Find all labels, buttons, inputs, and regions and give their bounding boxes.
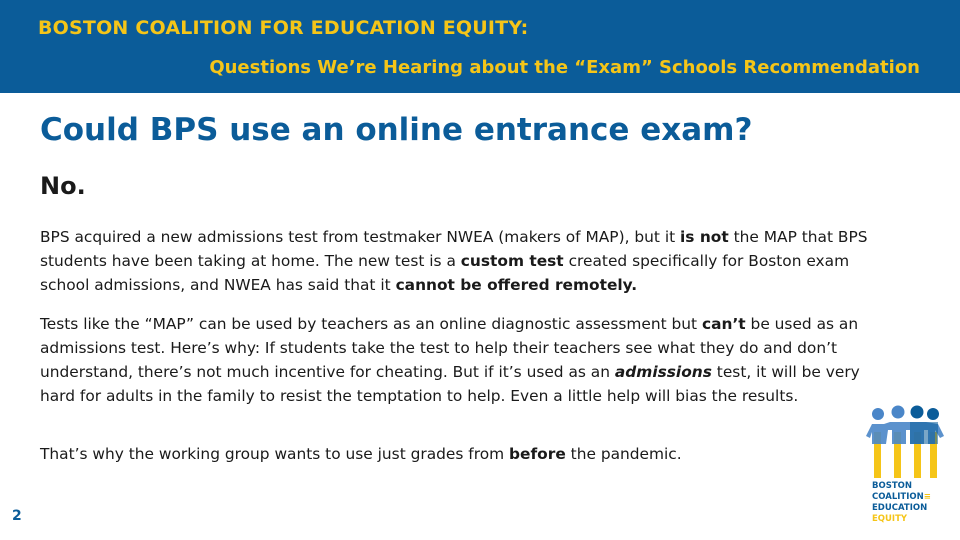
text-run: BPS acquired a new admissions test from testmaker NWEA (makers of MAP), but it — [40, 228, 681, 246]
equals-icon: ≡ — [923, 492, 931, 502]
header-title: BOSTON COALITION FOR EDUCATION EQUITY: — [38, 17, 529, 39]
paragraph-3-text — [40, 442, 870, 466]
text-run: admissions — [614, 363, 712, 381]
text-run: is not — [680, 228, 729, 246]
text-run: created specifically for Boston exam school admissions, and NWEA has said that it — [40, 252, 850, 294]
paragraph-1-text — [40, 225, 870, 297]
slide-title: Could BPS use an online entrance exam? — [40, 112, 753, 148]
logo-line-equity: EQUITY — [872, 514, 908, 524]
logo-figures-icon — [862, 404, 946, 480]
text-run: the MAP that BPS students have been taking at home. The new test is a — [40, 228, 868, 270]
coalition-logo — [862, 404, 946, 534]
answer-heading: No. — [40, 172, 86, 200]
paragraph-2 — [40, 312, 870, 408]
text-run: be used as an admissions test. Here’s why: If students take the test to help their teachers see what they do and don’t understand, there’s not much incentive for cheating. But if it’s used as an — [40, 315, 859, 381]
logo-wordmark — [872, 481, 931, 525]
text-run: can’t — [701, 315, 746, 333]
logo-line-coalition-text: COALITION — [872, 492, 924, 502]
text-run: the pandemic. — [565, 445, 682, 463]
text-run: before — [509, 445, 566, 463]
text-run: That’s why the working group wants to use just grades from — [40, 445, 510, 463]
logo-line-education: EDUCATION — [872, 503, 928, 513]
text-run: cannot be offered remotely. — [395, 276, 638, 294]
header-banner — [0, 0, 960, 93]
paragraph-2-text — [40, 312, 870, 408]
text-run: Tests like the “MAP” can be used by teachers as an online diagnostic assessment but — [40, 315, 702, 333]
text-run: custom test — [460, 252, 564, 270]
logo-line-coalition — [872, 492, 931, 503]
page-number: 2 — [12, 508, 22, 524]
logo-line-boston: BOSTON — [872, 481, 912, 491]
text-run: test, it will be very hard for adults in the family to resist the temptation to help. Even a little help will bias the results. — [40, 363, 860, 405]
paragraph-1 — [40, 225, 870, 297]
header-subtitle: Questions We’re Hearing about the “Exam” Schools Recommendation — [209, 57, 920, 78]
paragraph-3 — [40, 442, 870, 466]
